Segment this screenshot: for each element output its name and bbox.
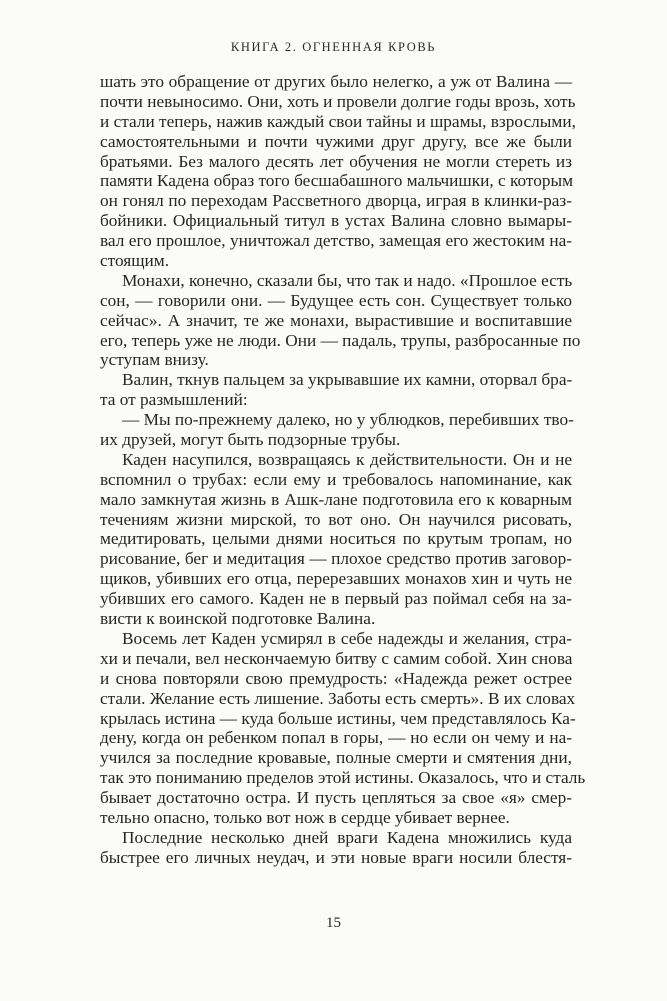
text-line: и снова повторяли свою премудрость: «Надежда режет острее <box>100 668 572 688</box>
text-line: и стали теперь, нажив каждый свои тайны и шрамы, взрослыми, <box>100 111 576 131</box>
text-line: сейчас». А значит, те же монахи, вырастившие и воспитавшие <box>100 310 572 330</box>
text-line: висти к воинской подготовке Валина. <box>100 609 376 629</box>
text-line: стоящим. <box>100 251 170 271</box>
text-line: крылась истина — куда больше истины, чем представлялось Ка- <box>100 708 576 728</box>
text-line: стали. Желание есть лишение. Заботы есть смерть». В их словах <box>100 688 576 708</box>
paragraph <box>100 270 581 370</box>
text-line: мало замкнутая жизнь в Ашк-лане подготовила его к коварным <box>100 489 572 509</box>
text-line: памяти Кадена образ того бесшабашного мальчишки, с которым <box>100 171 574 191</box>
text-line: та от размышлений: <box>100 390 248 410</box>
text-line: щиков, убивших его отца, перерезавших монахов хин и чуть не <box>100 569 572 589</box>
text-line: шать это обращение от других было нелегко, а уж от Валина — <box>100 72 572 91</box>
text-line: Восемь лет Каден усмирял в себе надежды и желания, стра- <box>122 628 572 648</box>
paragraph <box>100 72 576 271</box>
running-head-title: КНИГА 2. ОГНЕННАЯ КРОВЬ <box>230 40 437 54</box>
paragraph <box>100 370 572 410</box>
text-line: вспомнил о трубах: если ему и требовалось напоминание, как <box>100 469 572 489</box>
text-line: бойники. Официальный титул в устах Валина словно вымары- <box>100 211 572 231</box>
text-line: его, теперь уже не люди. Они — падаль, трупы, разбросанные по <box>100 330 581 350</box>
text-line: уступам внизу. <box>100 350 209 370</box>
text-line: так это пониманию пределов этой истины. Оказалось, что и сталь <box>100 768 586 788</box>
text-line: их друзей, могут быть подзорные трубы. <box>100 430 401 450</box>
paragraph <box>100 450 572 629</box>
paragraph <box>100 410 572 450</box>
text-line: Валин, ткнув пальцем за укрывавшие их камни, оторвал бра- <box>122 370 573 390</box>
text-line: рисование, бег и медитация — плохое средство против заговор- <box>100 549 572 569</box>
text-line: Последние несколько дней враги Кадена множились куда <box>122 827 572 847</box>
paragraph <box>100 828 572 868</box>
text-line: почти невыносимо. Они, хоть и провели долгие годы врозь, хоть <box>100 91 576 111</box>
paragraph <box>100 628 586 828</box>
text-line: Каден насупился, возвращаясь к действительности. Он и не <box>122 449 572 469</box>
text-line: самостоятельными и почти чужими друг другу, все же были <box>100 131 572 151</box>
text-line: Монахи, конечно, сказали бы, что так и надо. «Прошлое есть <box>122 270 573 290</box>
text-line: хи и печали, вел нескончаемую битву с самим собой. Хин снова <box>100 648 573 668</box>
text-line: сон, — говорили они. — Будущее есть сон. Существует только <box>100 290 572 310</box>
text-line: течениям жизни мирской, то вот оно. Он научился рисовать, <box>100 509 572 529</box>
text-line: братьями. Без малого десять лет обучения не могли стереть из <box>100 151 572 171</box>
text-line: быстрее его личных неудач, и эти новые враги носили блестя- <box>100 847 572 867</box>
text-line: учился за последние кровавые, полные смерти и смятения дни, <box>100 748 572 768</box>
text-line: — Мы по-прежнему далеко, но у ублюдков, перебивших тво- <box>122 410 574 430</box>
text-line: он гонял по переходам Рассветного дворца, играя в клинки-раз- <box>100 191 572 211</box>
text-line: медитировать, целыми днями носиться по крутым тропам, но <box>100 529 572 549</box>
body-text <box>100 72 586 868</box>
text-line: убивших его самого. Каден не в первый раз поймал себя на за- <box>100 589 572 609</box>
text-line: вал его прошлое, уничтожал детство, замещая его жестоким на- <box>100 231 572 251</box>
text-line: дену, когда он ребенком попал в горы, — но если он чему и на- <box>100 728 572 748</box>
text-line: тельно опасно, только вот нож в сердце убивает вернее. <box>100 807 510 827</box>
page-number: 15 <box>326 915 341 931</box>
text-line: бывает достаточно остра. И пусть цепляться за свое «я» смер- <box>100 788 572 808</box>
